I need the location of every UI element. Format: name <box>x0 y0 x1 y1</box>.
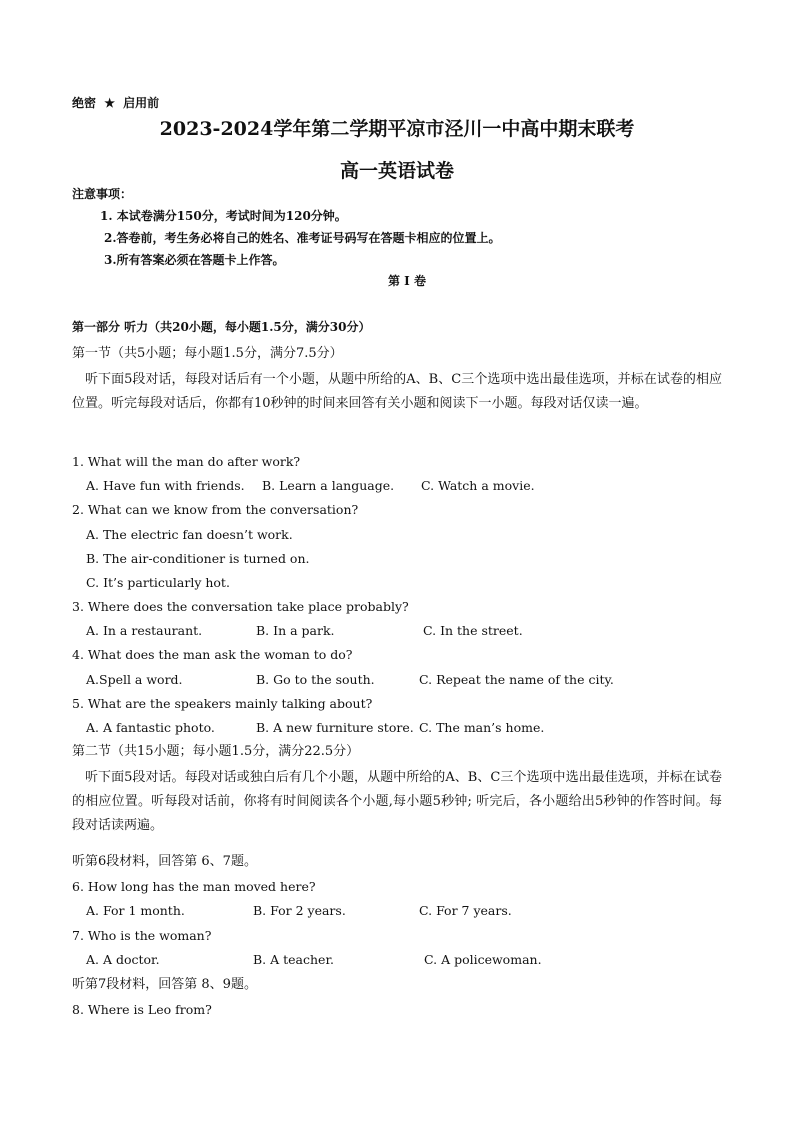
question-7-stem: 7. Who is the woman? <box>72 928 212 943</box>
part1-heading: 第一部分 听力（共20小题，每小题1.5分，满分30分） <box>72 320 371 334</box>
question-4-stem: 4. What does the man ask the woman to do? <box>72 647 353 662</box>
volume-label: 第 I 卷 <box>388 274 426 288</box>
question-2-stem: 2. What can we know from the conversation? <box>72 502 359 517</box>
question-5-option-c: C. The man’s home. <box>419 720 545 735</box>
secret-suffix: 启用前 <box>123 96 160 110</box>
notice-heading: 注意事项： <box>72 187 133 201</box>
material-6-note: 听第6段材料，回答第 6、7题。 <box>72 854 257 869</box>
question-2-option-c: C. It’s particularly hot. <box>86 575 230 590</box>
notice-item-1: 1. 本试卷满分150分，考试时间为120分钟。 <box>100 209 347 223</box>
question-1-option-b: B. Learn a language. <box>262 478 395 493</box>
question-2-option-a: A. The electric fan doesn’t work. <box>86 527 293 542</box>
question-5-option-a: A. A fantastic photo. <box>86 720 215 735</box>
question-7-option-c: C. A policewoman. <box>424 952 542 967</box>
question-4-option-a: A.Spell a word. <box>86 672 183 687</box>
question-3-stem: 3. Where does the conversation take place probably? <box>72 599 409 614</box>
question-1-option-c: C. Watch a movie. <box>421 478 535 493</box>
question-5-stem: 5. What are the speakers mainly talking about? <box>72 696 373 711</box>
question-6-stem: 6. How long has the man moved here? <box>72 879 316 894</box>
question-3-option-b: B. In a park. <box>256 623 335 638</box>
question-5-option-b: B. A new furniture store. <box>256 720 414 735</box>
section2-instructions: 听下面5段对话。每段对话或独白后有几个小题，从题中所给的A、B、C三个选项中选出最佳选项，并标在试卷的相应位置。听每段对话前，你将有时间阅读各个小题,每小题5秒钟; 听完后，各小题给出5秒钟的作答时间。每段对话读两遍。 <box>72 770 722 833</box>
question-7-option-a: A. A doctor. <box>86 952 160 967</box>
confidential-mark <box>72 97 159 109</box>
question-3-option-a: A. In a restaurant. <box>86 623 203 638</box>
star-icon: ★ <box>104 96 115 110</box>
question-6-option-c: C. For 7 years. <box>419 903 512 918</box>
question-8-stem: 8. Where is Leo from? <box>72 1002 212 1017</box>
section2-heading: 第二节（共15小题；每小题1.5分，满分22.5分） <box>72 744 360 759</box>
section1-instructions: 听下面5段对话，每段对话后有一个小题，从题中所给的A、B、C三个选项中选出最佳选项，并标在试卷的相应位置。听完每段对话后，你都有10秒钟的时间来回答有关小题和阅读下一小题。每段对话仅读一遍。 <box>72 372 722 411</box>
question-7-option-b: B. A teacher. <box>253 952 335 967</box>
question-6-option-a: A. For 1 month. <box>86 903 185 918</box>
notice-item-3: 3.所有答案必须在答题卡上作答。 <box>104 253 285 267</box>
question-1-option-a: A. Have fun with friends. <box>86 478 245 493</box>
question-4-option-b: B. Go to the south. <box>256 672 375 687</box>
question-4-option-c: C. Repeat the name of the city. <box>419 672 614 687</box>
material-7-note: 听第7段材料，回答第 8、9题。 <box>72 977 257 992</box>
section1-heading: 第一节（共5小题；每小题1.5分，满分7.5分） <box>72 346 343 361</box>
question-2-option-b: B. The air-conditioner is turned on. <box>86 551 310 566</box>
exam-title: 2023-2024学年第二学期平凉市泾川一中高中期末联考 <box>159 118 635 140</box>
notice-item-2: 2.答卷前，考生务必将自己的姓名、准考证号码写在答题卡相应的位置上。 <box>104 231 501 245</box>
secret-label: 绝密 <box>72 96 97 110</box>
question-1-stem: 1. What will the man do after work? <box>72 454 301 469</box>
question-3-option-c: C. In the street. <box>423 623 523 638</box>
exam-subtitle: 高一英语试卷 <box>339 160 454 182</box>
question-6-option-b: B. For 2 years. <box>253 903 346 918</box>
